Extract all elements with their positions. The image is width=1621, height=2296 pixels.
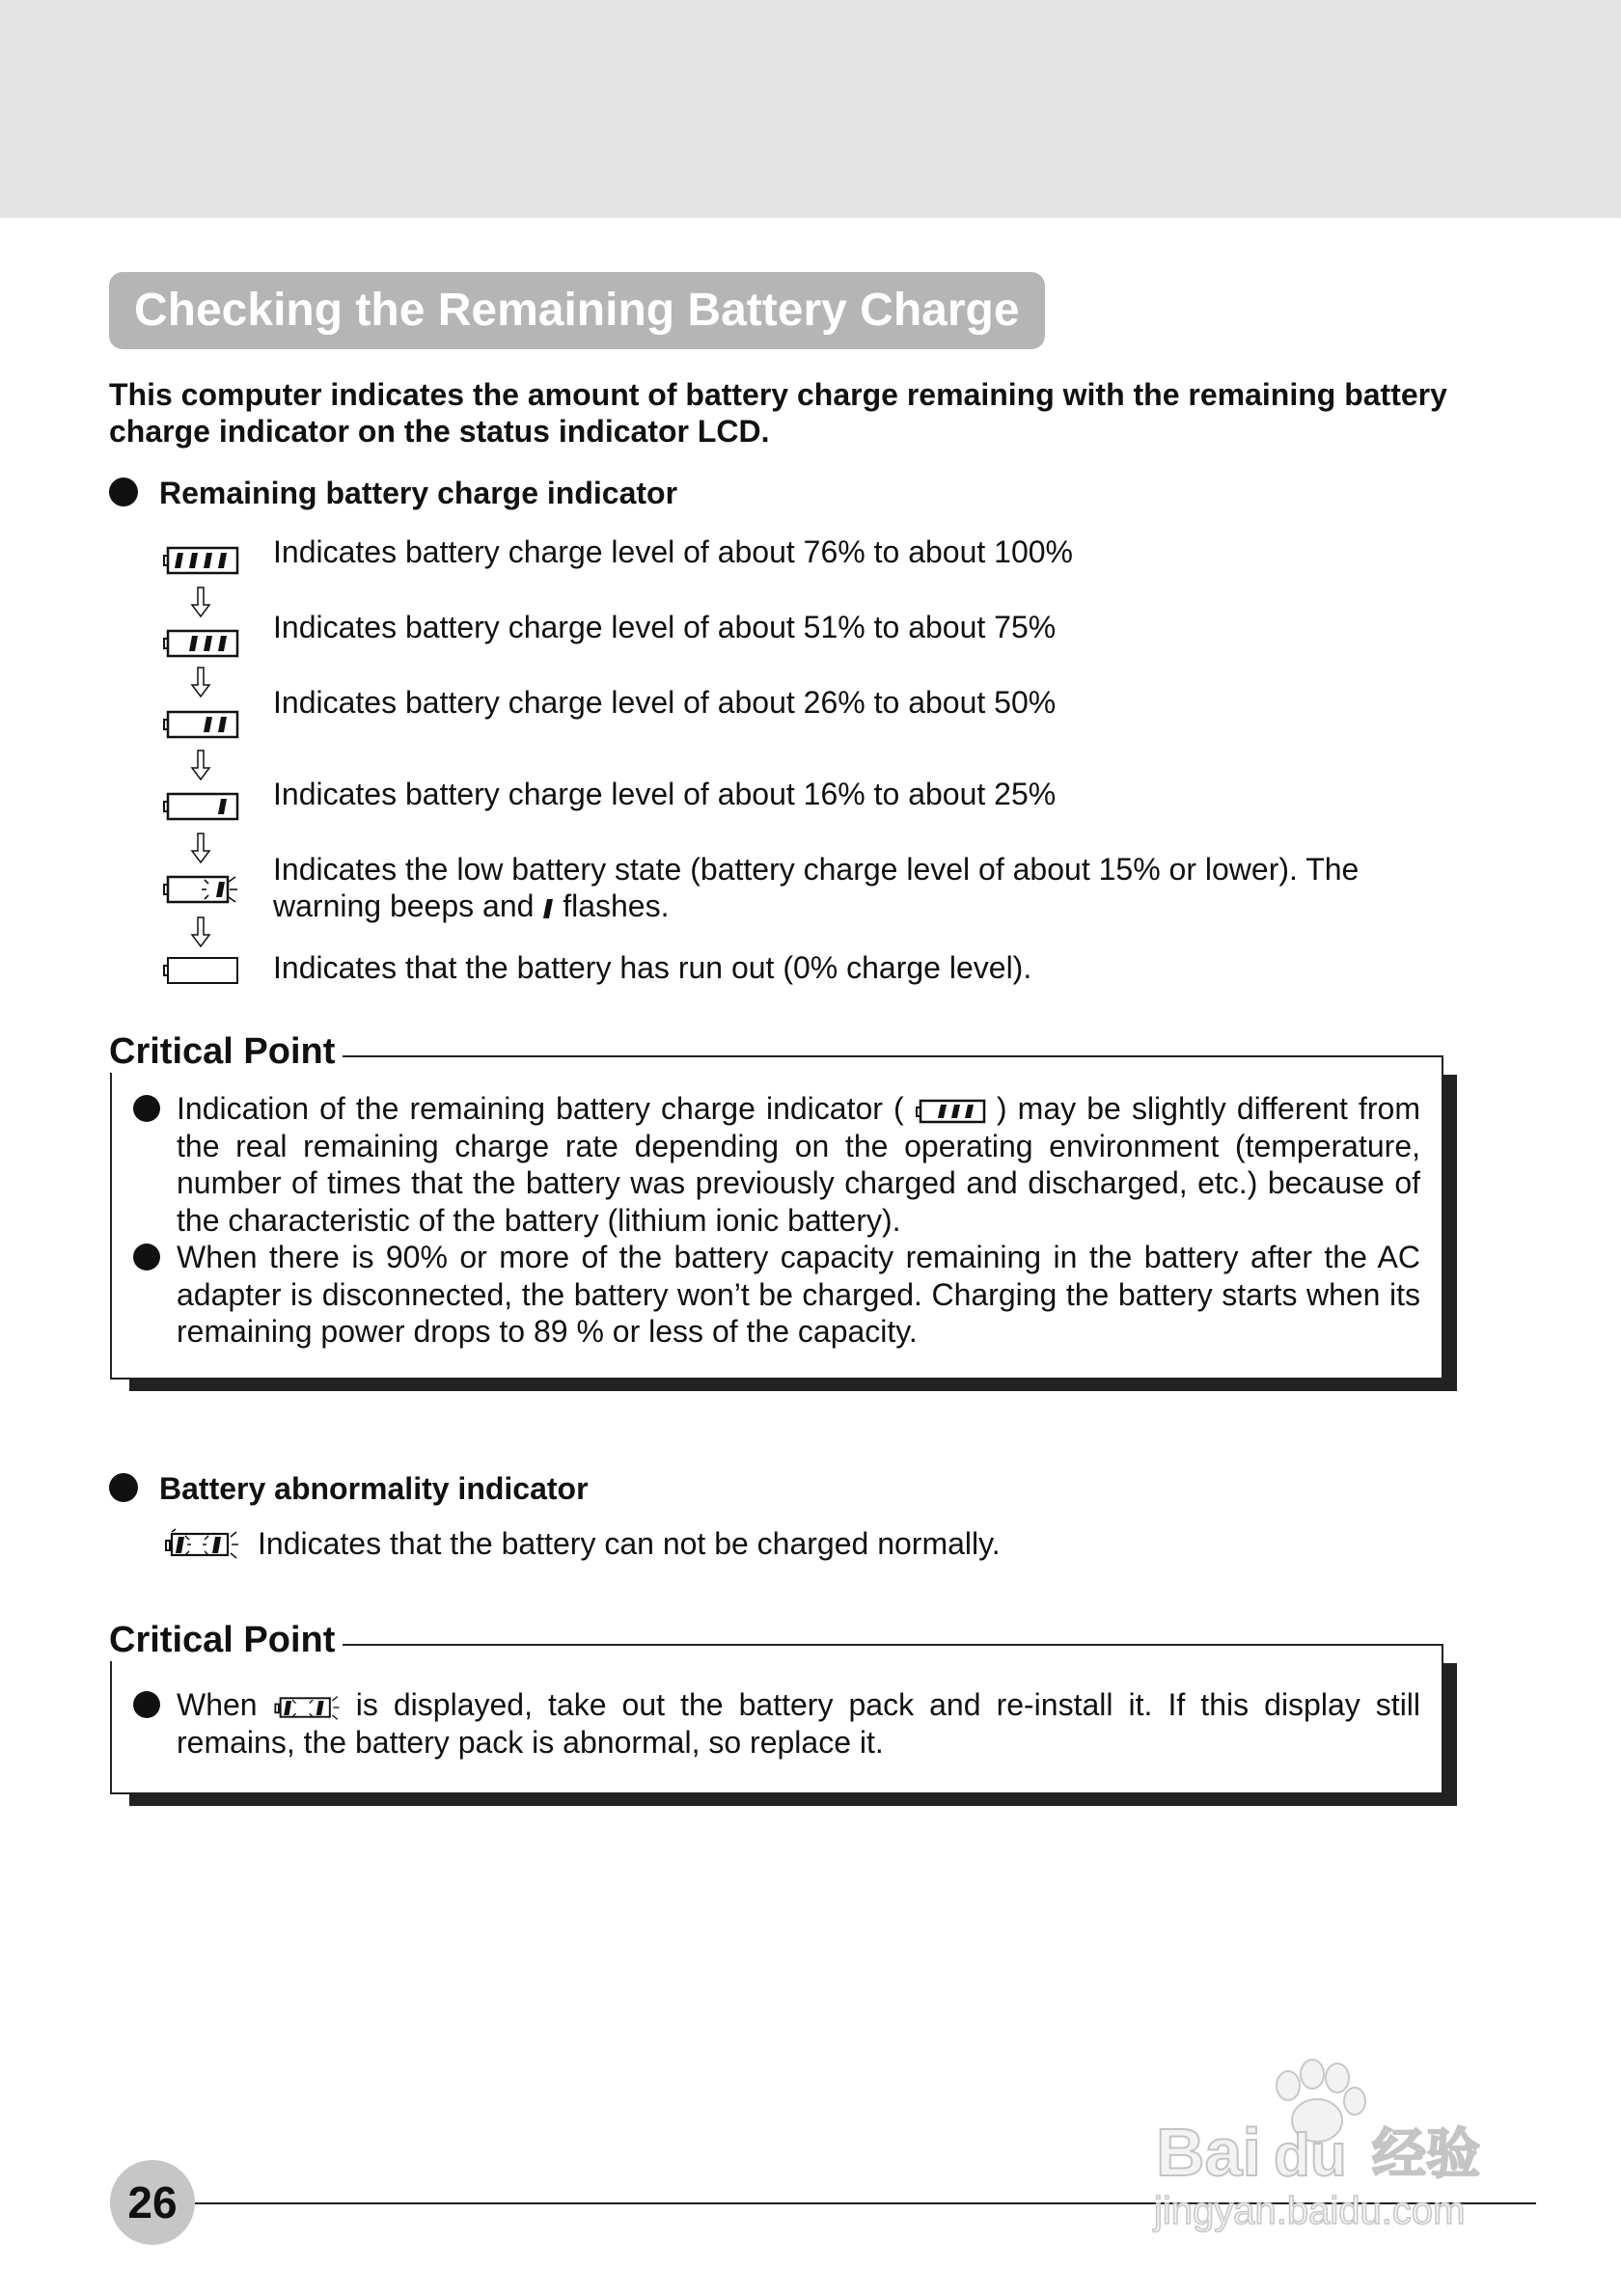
battery-3-bars-icon	[162, 626, 239, 659]
down-arrow-icon	[190, 832, 211, 864]
critical-point-title-1: Critical Point	[109, 1030, 343, 1073]
watermark-url: jingyan.baidu.com	[1154, 2190, 1466, 2232]
intro-paragraph: This computer indicates the amount of battery charge remaining with the remaining battery charge indicator on the status indicator LCD.	[109, 377, 1447, 449]
down-arrow-icon	[190, 916, 211, 948]
critical-point-box-2	[110, 1644, 1443, 1794]
watermark-brand-2: du	[1274, 2122, 1347, 2189]
bullet-icon	[109, 478, 138, 506]
critical-point-2-start: When	[177, 1687, 258, 1722]
battery-abnormal-icon	[273, 1693, 341, 1722]
battery-4-bars-icon	[162, 543, 239, 576]
low-battery-text: Indicates the low battery state (battery charge level of about 15% or lower). The warning beeps and	[273, 852, 1360, 923]
battery-1-bar-icon	[162, 789, 239, 822]
section-title: Checking the Remaining Battery Charge	[109, 272, 1045, 349]
baidu-watermark	[1148, 2045, 1534, 2238]
page-number: 26	[110, 2160, 195, 2245]
indicator-text-5	[273, 851, 1474, 924]
watermark-brand: Bai	[1156, 2115, 1261, 2190]
critical-point-box-1	[110, 1055, 1443, 1380]
critical-point-item-1	[112, 1090, 1420, 1239]
critical-point-item-1-start: Indication of the remaining battery charge indicator (	[177, 1091, 904, 1126]
abnormal-heading	[109, 1470, 589, 1507]
down-arrow-icon	[190, 666, 211, 698]
indicator-text-4: Indicates battery charge level of about 16% to about 25%	[273, 777, 1057, 811]
battery-3-bars-icon	[915, 1098, 986, 1125]
critical-point-item-1-end: ) may be slightly different from the real remaining charge rate depending on the operating environment (temperature, number of times that the battery was previously charged and discharged, etc.) because of the characteristic of the battery (lithium ionic battery).	[177, 1091, 1421, 1238]
critical-point-2-end: is displayed, take out the battery pack and re-install it. If this display still remains, the battery pack is abnormal, so replace it.	[177, 1687, 1421, 1760]
critical-point-title-2: Critical Point	[109, 1619, 343, 1661]
remaining-heading	[109, 475, 677, 511]
bullet-icon	[133, 1244, 160, 1271]
critical-point-item-2	[112, 1239, 1420, 1351]
indicator-text-2: Indicates battery charge level of about 51% to about 75%	[273, 610, 1057, 644]
down-arrow-icon	[190, 586, 211, 618]
abnormal-heading-label: Battery abnormality indicator	[159, 1471, 589, 1506]
indicator-text-1: Indicates battery charge level of about 76% to about 100%	[273, 534, 1073, 569]
remaining-heading-label: Remaining battery charge indicator	[159, 476, 678, 510]
critical-point-item-2-text: When there is 90% or more of the battery capacity remaining in the battery after the AC adapter is disconnected, the battery won’t be charged. Charging the battery starts when its remaining power drops to 89 % or less of the capacity.	[177, 1240, 1420, 1349]
watermark-cn: 经验	[1372, 2123, 1480, 2186]
bullet-icon	[133, 1691, 160, 1718]
header-band	[0, 0, 1621, 218]
low-battery-text-end: flashes.	[563, 888, 670, 923]
critical-point-item	[112, 1686, 1420, 1761]
battery-abnormal-icon	[164, 1528, 239, 1561]
bullet-icon	[133, 1095, 160, 1122]
abnormal-text: Indicates that the battery can not be charged normally.	[258, 1526, 1001, 1561]
battery-2-bars-icon	[162, 707, 239, 740]
battery-empty-icon	[162, 953, 239, 986]
bar-segment-icon	[542, 897, 554, 920]
down-arrow-icon	[190, 749, 211, 781]
battery-low-flashing-icon	[162, 872, 239, 905]
indicator-text-3: Indicates battery charge level of about 26% to about 50%	[273, 685, 1057, 720]
bullet-icon	[109, 1473, 138, 1502]
indicator-text-6: Indicates that the battery has run out (0% charge level).	[273, 950, 1032, 985]
